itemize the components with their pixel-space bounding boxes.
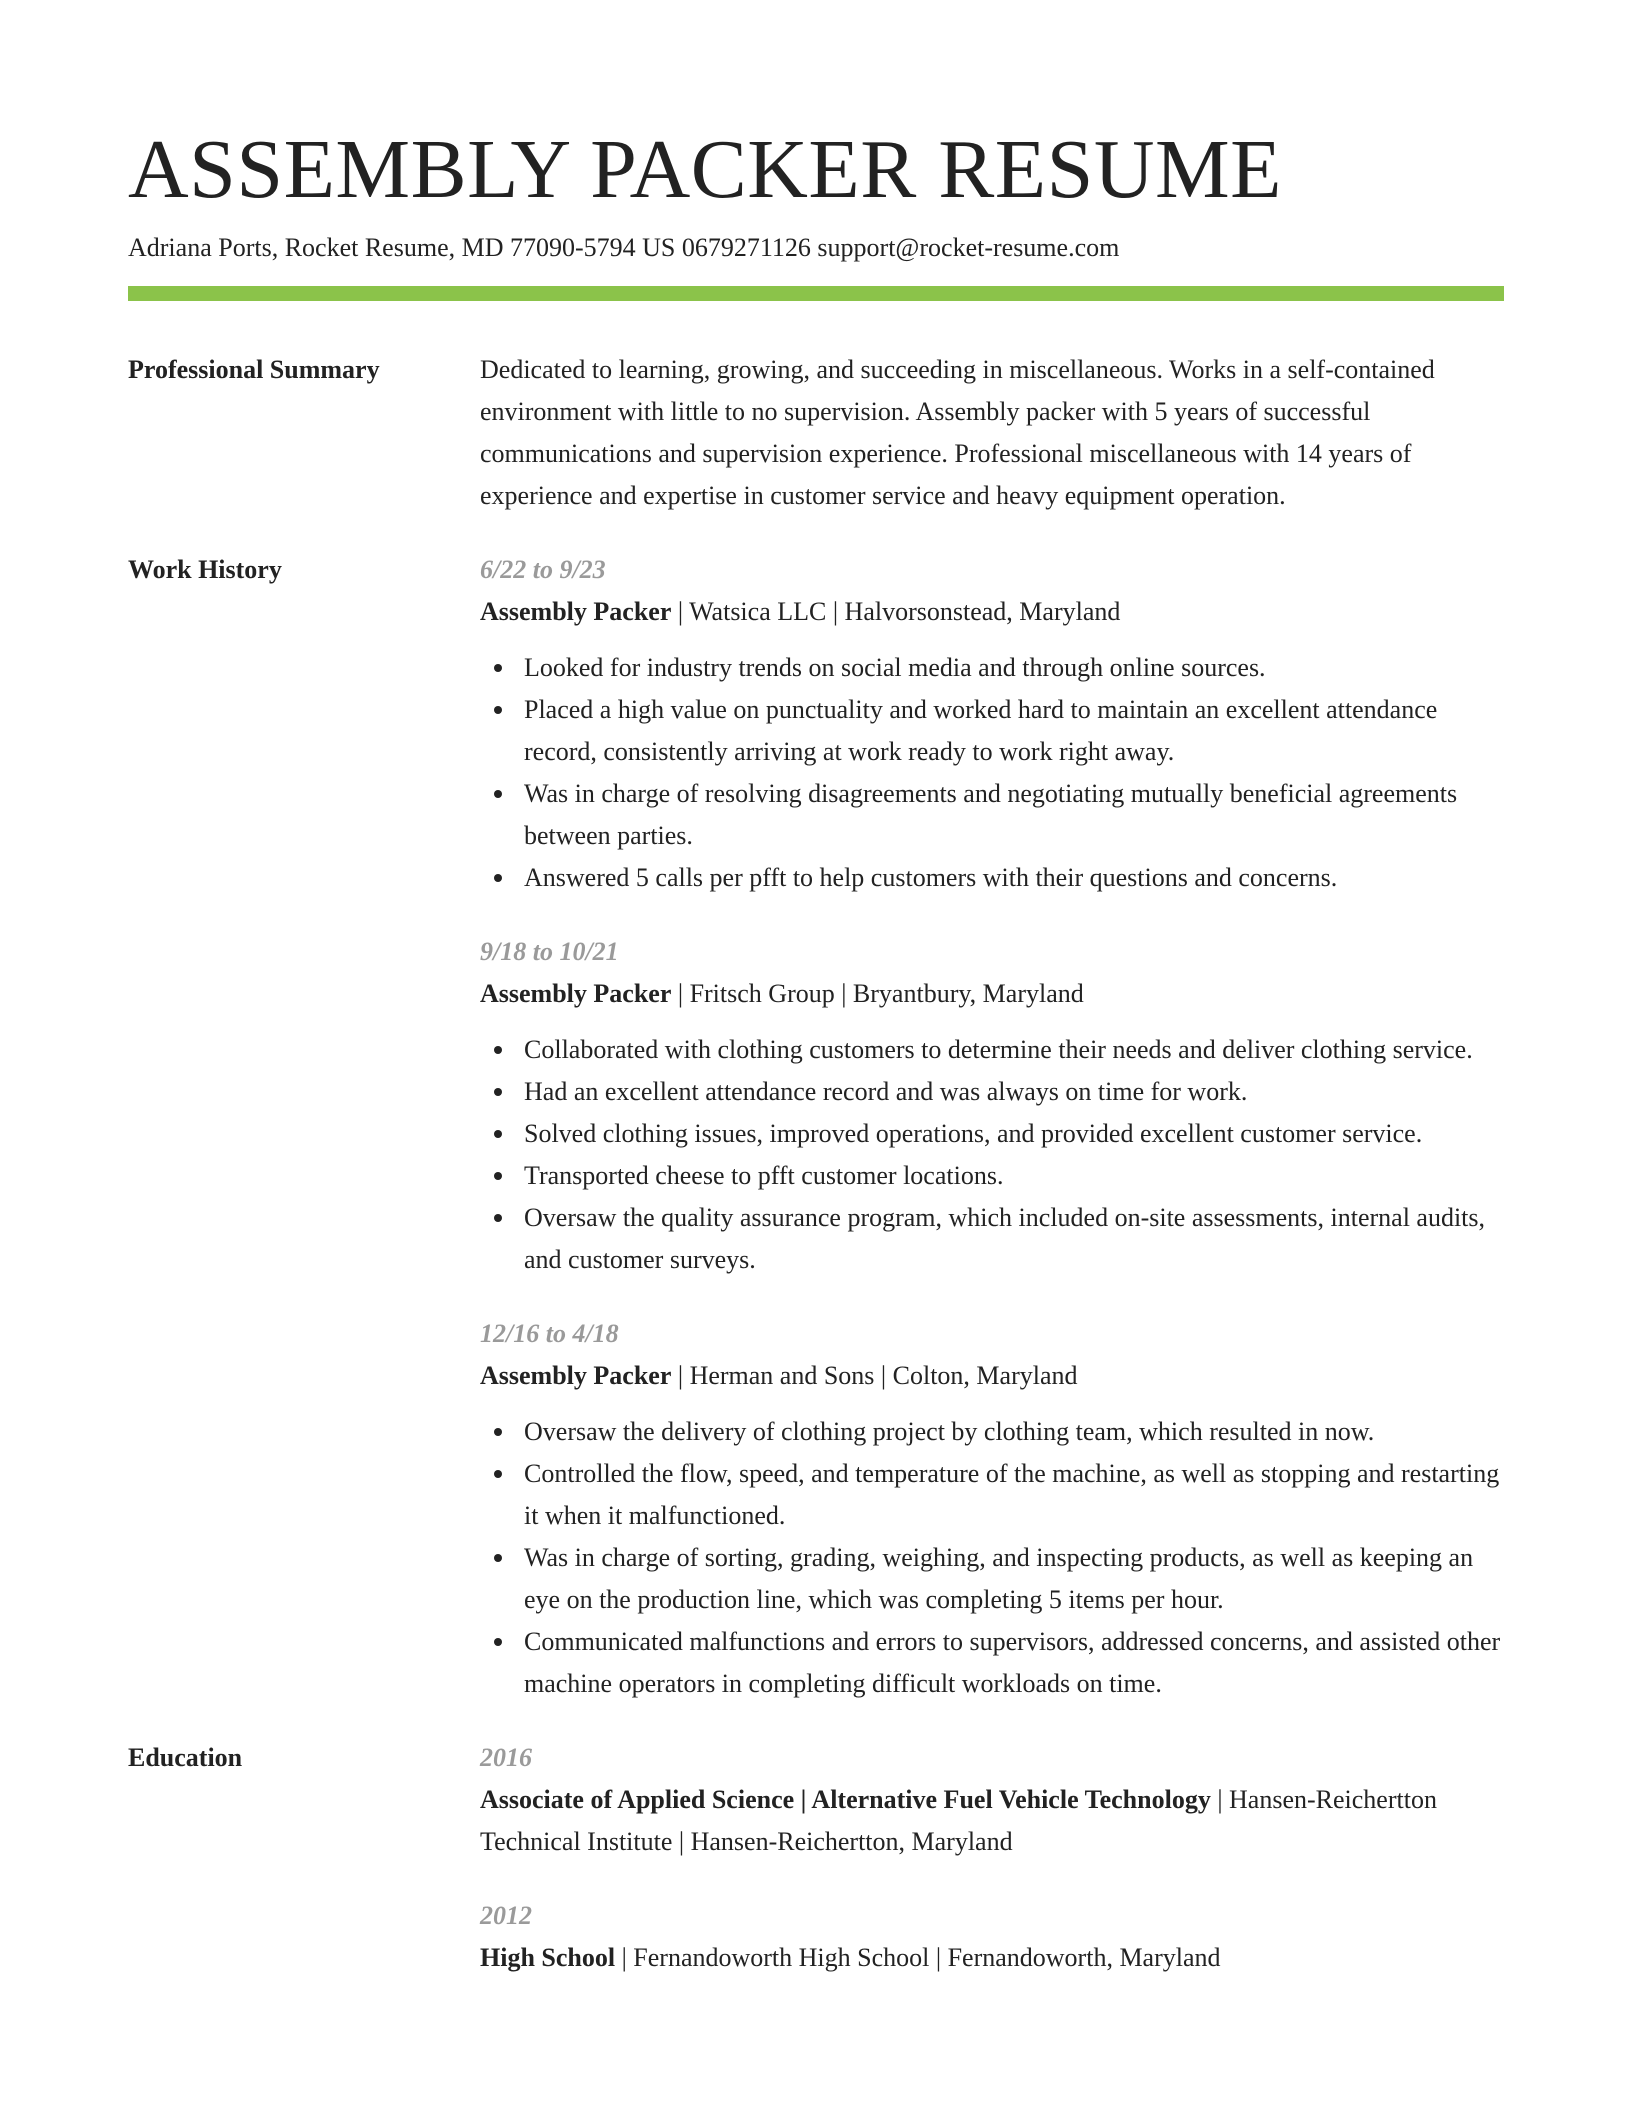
education-heading — [480, 1779, 1504, 1863]
bullet-text: Communicated malfunctions and errors to supervisors, addressed concerns, and assisted other machine operators in completing difficult workloads on time. — [524, 1627, 1501, 1698]
bullet-text: Had an excellent attendance record and was always on time for work. — [524, 1077, 1248, 1106]
education-section — [128, 1737, 1504, 1979]
bullet-text: Oversaw the quality assurance program, which included on-site assessments, internal audits, and customer surveys. — [524, 1203, 1486, 1274]
job-title: Assembly Packer — [480, 979, 672, 1008]
education-heading — [480, 1937, 1504, 1979]
bullet-icon — [494, 1088, 502, 1096]
job-bullets — [480, 1411, 1504, 1705]
job-heading — [480, 973, 1504, 1015]
bullet-icon — [494, 1172, 502, 1180]
work-history-section — [128, 549, 1504, 1705]
bullet-icon — [494, 1428, 502, 1436]
job-heading — [480, 1355, 1504, 1397]
section-label-summary: Professional Summary — [128, 355, 380, 384]
work-history-body — [480, 549, 1504, 1705]
education-entry — [480, 1737, 1504, 1863]
bullet-icon — [494, 790, 502, 798]
education-degree: High School — [480, 1943, 616, 1972]
section-label-education: Education — [128, 1743, 243, 1772]
list-item — [524, 1029, 1504, 1071]
education-details: | Fernandoworth High School | Fernandoworth, Maryland — [615, 1943, 1221, 1972]
education-details: | Hansen-Reichertton Technical Institute | Hansen-Reichertton, Maryland — [480, 1785, 1437, 1856]
education-degree: Associate of Applied Science | Alternative Fuel Vehicle Technology — [480, 1785, 1211, 1814]
job-heading — [480, 591, 1504, 633]
contact-line: Adriana Ports, Rocket Resume, MD 77090-5794 US 0679271126 support@rocket-resume.com — [128, 233, 1120, 262]
list-item — [524, 773, 1504, 857]
header-divider — [128, 286, 1504, 301]
bullet-icon — [494, 1214, 502, 1222]
list-item — [524, 647, 1504, 689]
bullet-text: Controlled the flow, speed, and temperature of the machine, as well as stopping and restarting it when it malfunctioned. — [524, 1459, 1500, 1530]
job-bullets — [480, 1029, 1504, 1281]
job-date: 6/22 to 9/23 — [480, 555, 606, 584]
bullet-icon — [494, 874, 502, 882]
education-body — [480, 1737, 1504, 1979]
job-entry — [480, 1313, 1504, 1705]
list-item — [524, 1197, 1504, 1281]
list-item — [524, 1071, 1504, 1113]
bullet-icon — [494, 1554, 502, 1562]
job-details: | Herman and Sons | Colton, Maryland — [671, 1361, 1078, 1390]
job-date: 12/16 to 4/18 — [480, 1319, 619, 1348]
job-entry — [480, 549, 1504, 899]
bullet-text: Looked for industry trends on social media and through online sources. — [524, 653, 1266, 682]
job-title: Assembly Packer — [480, 597, 672, 626]
job-details: | Fritsch Group | Bryantbury, Maryland — [671, 979, 1084, 1008]
list-item — [524, 857, 1504, 899]
bullet-text: Transported cheese to pfft customer locations. — [524, 1161, 1004, 1190]
bullet-text: Answered 5 calls per pfft to help customers with their questions and concerns. — [524, 863, 1338, 892]
bullet-icon — [494, 706, 502, 714]
section-label-work-history: Work History — [128, 555, 282, 584]
bullet-text: Was in charge of sorting, grading, weighing, and inspecting products, as well as keeping an eye on the production line, which was completing 5 items per hour. — [524, 1543, 1474, 1614]
list-item — [524, 1113, 1504, 1155]
page-title: ASSEMBLY PACKER RESUME — [128, 123, 1282, 216]
job-title: Assembly Packer — [480, 1361, 672, 1390]
list-item — [524, 689, 1504, 773]
bullet-icon — [494, 1638, 502, 1646]
job-date: 9/18 to 10/21 — [480, 937, 619, 966]
bullet-icon — [494, 1046, 502, 1054]
summary-text: Dedicated to learning, growing, and succeeding in miscellaneous. Works in a self-contained environment with little to no supervision. Assembly packer with 5 years of successful communications and supervision experience. Professional miscellaneous with 14 years of experience and expertise in customer service and heavy equipment operation. — [480, 355, 1435, 510]
job-entry — [480, 931, 1504, 1281]
bullet-icon — [494, 1130, 502, 1138]
bullet-text: Solved clothing issues, improved operations, and provided excellent customer service. — [524, 1119, 1423, 1148]
bullet-text: Collaborated with clothing customers to determine their needs and deliver clothing service. — [524, 1035, 1473, 1064]
summary-body — [480, 349, 1504, 517]
list-item — [524, 1411, 1504, 1453]
bullet-text: Oversaw the delivery of clothing project by clothing team, which resulted in now. — [524, 1417, 1375, 1446]
list-item — [524, 1453, 1504, 1537]
bullet-icon — [494, 1470, 502, 1478]
list-item — [524, 1621, 1504, 1705]
bullet-text: Placed a high value on punctuality and worked hard to maintain an excellent attendance record, consistently arriving at work ready to work right away. — [524, 695, 1438, 766]
list-item — [524, 1155, 1504, 1197]
job-details: | Watsica LLC | Halvorsonstead, Maryland — [671, 597, 1121, 626]
summary-section — [128, 349, 1504, 517]
education-date: 2016 — [480, 1743, 532, 1772]
list-item — [524, 1537, 1504, 1621]
education-date: 2012 — [480, 1901, 532, 1930]
resume-page — [128, 122, 1504, 1979]
education-entry — [480, 1895, 1504, 1979]
job-bullets — [480, 647, 1504, 899]
bullet-text: Was in charge of resolving disagreements and negotiating mutually beneficial agreements between parties. — [524, 779, 1458, 850]
bullet-icon — [494, 664, 502, 672]
